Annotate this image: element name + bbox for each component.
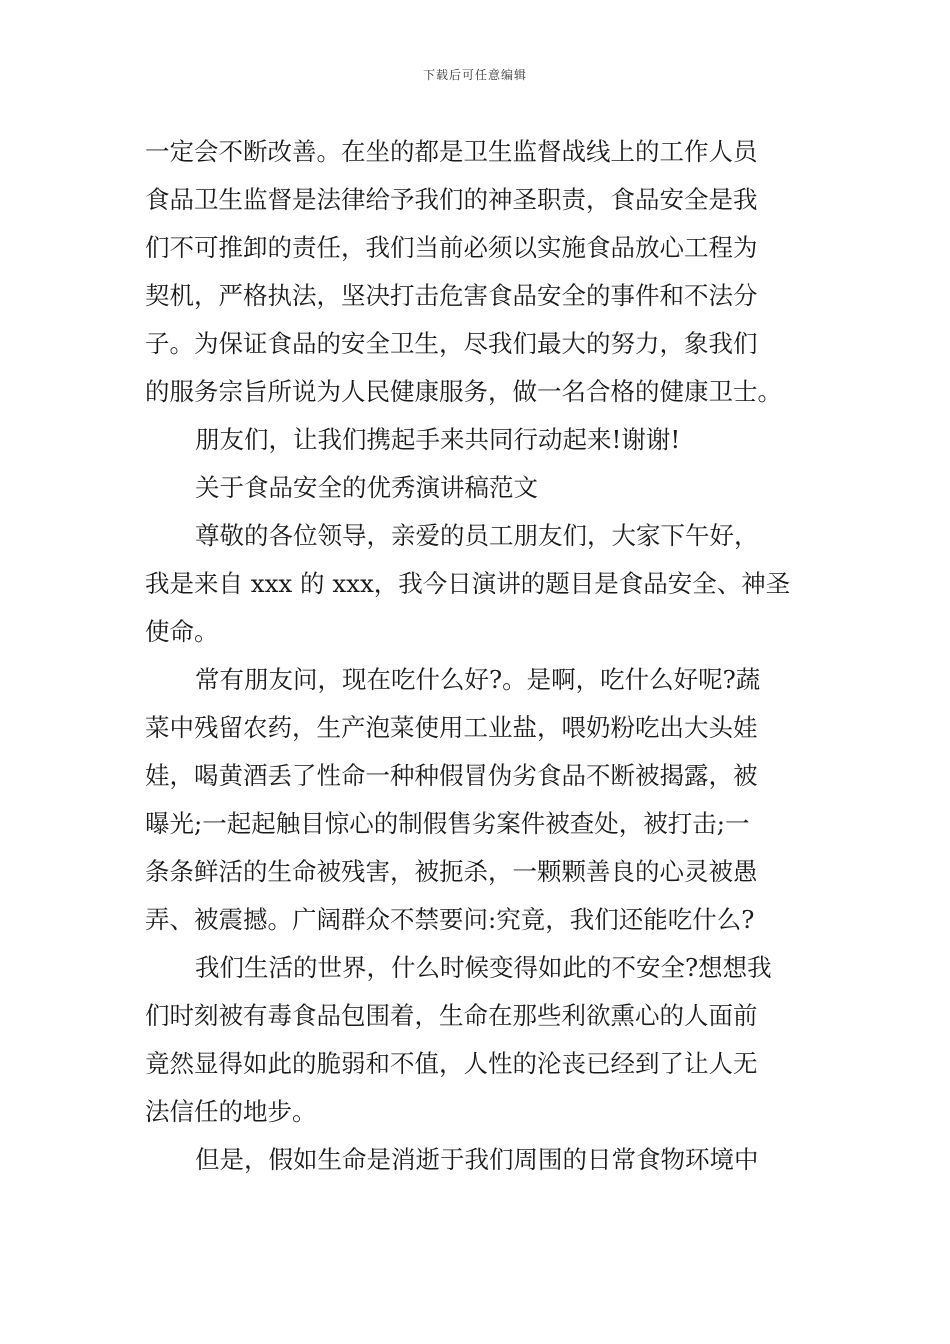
text-line: 们不可推卸的责任，我们当前必须以实施食品放心工程为 — [145, 233, 758, 262]
text-line: 尊敬的各位领导，亲爱的员工朋友们，大家下午好， — [195, 521, 759, 550]
text-line: 使命。 — [145, 617, 219, 646]
text-line: 菜中残留农药，生产泡菜使用工业盐，喂奶粉吃出大头娃 — [145, 713, 758, 742]
document-body — [145, 128, 810, 1184]
text-line: 娃，喝黄酒丢了性命一种种假冒伪劣食品不断被揭露，被 — [145, 761, 758, 790]
text-line: 契机，严格执法，坚决打击危害食品安全的事件和不法分 — [145, 281, 758, 310]
text-line: 弄、被震撼。广阔群众不禁要问:究竟，我们还能吃什么? — [145, 905, 755, 934]
text-line: 食品卫生监督是法律给予我们的神圣职责，食品安全是我 — [145, 185, 758, 214]
text-line: 曝光;一起起触目惊心的制假售劣案件被查处，被打击;一 — [145, 809, 750, 838]
text-line: 但是，假如生命是消逝于我们周围的日常食物环境中 — [195, 1145, 759, 1174]
page-header: 下载后可任意编辑 — [422, 68, 527, 82]
text-line: 条条鲜活的生命被残害，被扼杀，一颗颗善良的心灵被愚 — [145, 857, 758, 886]
text-line: 我们生活的世界，什么时候变得如此的不安全?想想我 — [195, 953, 772, 982]
text-line: 的服务宗旨所说为人民健康服务，做一名合格的健康卫士。 — [145, 377, 782, 406]
text-line: 们时刻被有毒食品包围着，生命在那些利欲熏心的人面前 — [145, 1001, 758, 1030]
text-line: 竟然显得如此的脆弱和不值，人性的沦丧已经到了让人无 — [145, 1049, 758, 1078]
text-line: 朋友们，让我们携起手来共同行动起来!谢谢! — [195, 425, 681, 454]
text-line: 常有朋友问，现在吃什么好?。是啊，吃什么好呢?蔬 — [195, 665, 761, 694]
text-line: 子。为保证食品的安全卫生，尽我们最大的努力，象我们 — [145, 329, 758, 358]
text-line: 一定会不断改善。在坐的都是卫生监督战线上的工作人员 — [145, 137, 758, 166]
text-line: 法信任的地步。 — [145, 1097, 317, 1126]
text-line: 我是来自 xxx 的 xxx，我今日演讲的题目是食品安全、神圣 — [145, 569, 791, 598]
section-title: 关于食品安全的优秀演讲稿范文 — [195, 473, 538, 502]
